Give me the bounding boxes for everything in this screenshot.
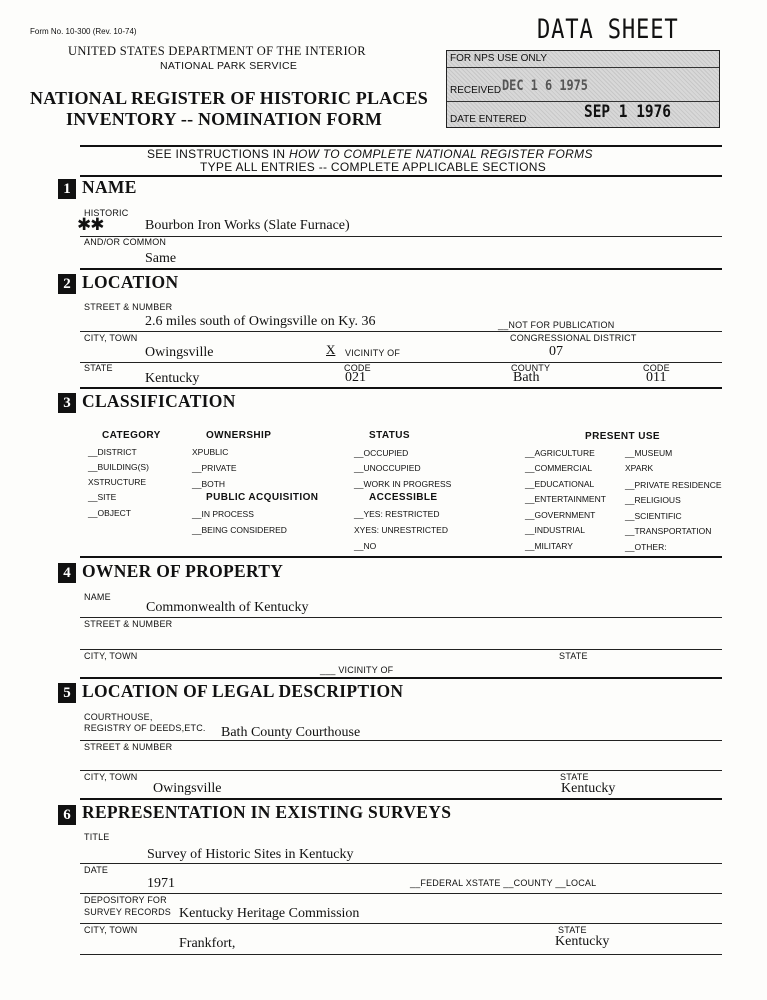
option-agriculture: __AGRICULTURE [525, 448, 595, 458]
section-6-title: REPRESENTATION IN EXISTING SURVEYS [82, 802, 452, 822]
owner-state-label: STATE [559, 651, 588, 661]
registry-label: REGISTRY OF DEEDS,ETC. [84, 723, 206, 733]
historic-label: HISTORIC [84, 208, 129, 218]
agency-name: NATIONAL PARK SERVICE [160, 60, 298, 72]
survey-state-value: Kentucky [555, 934, 610, 949]
nps-box-label: FOR NPS USE ONLY [450, 53, 548, 64]
owner-vicinity-label: ___ VICINITY OF [320, 665, 394, 675]
state-label: STATE [84, 363, 113, 373]
option-military: __MILITARY [525, 541, 573, 551]
present-use-heading: PRESENT USE [585, 431, 660, 442]
option-work-in-progress: __WORK IN PROGRESS [354, 479, 452, 489]
state-value: Kentucky [145, 371, 200, 386]
option-both: __BOTH [192, 479, 226, 489]
survey-date-value: 1971 [147, 876, 175, 891]
option-industrial: __INDUSTRIAL [525, 525, 585, 535]
option-object: __OBJECT [88, 508, 131, 518]
data-sheet-stamp: DATA SHEET [537, 14, 679, 45]
option-museum: __MUSEUM [625, 448, 673, 458]
city-value: Owingsville [145, 345, 214, 360]
option-buildings: __BUILDING(S) [88, 462, 149, 472]
accessible-heading: ACCESSIBLE [369, 492, 438, 503]
section-1-number: 1 [58, 179, 76, 199]
option-private: __PRIVATE [192, 463, 237, 473]
section-1-title: NAME [82, 177, 137, 197]
county-code-value: 011 [646, 370, 667, 385]
city-town-label: CITY, TOWN [84, 333, 138, 343]
survey-state-label: STATE [558, 925, 587, 935]
owner-name-value: Commonwealth of Kentucky [146, 600, 309, 615]
section-3-number: 3 [58, 393, 76, 413]
survey-level-options: __FEDERAL XSTATE __COUNTY __LOCAL [410, 878, 597, 888]
option-in-process: __IN PROCESS [192, 509, 254, 519]
historic-name-value: Bourbon Iron Works (Slate Furnace) [145, 218, 350, 233]
option-park: XPARK [625, 463, 654, 473]
congressional-district-value: 07 [549, 344, 563, 359]
congressional-district-label: CONGRESSIONAL DISTRICT [510, 333, 637, 343]
instructions-line1: SEE INSTRUCTIONS IN HOW TO COMPLETE NATIONAL REGISTER FORMS [147, 147, 593, 161]
ownership-heading: OWNERSHIP [206, 430, 272, 441]
section-3-title: CLASSIFICATION [82, 391, 236, 411]
date-entered-label: DATE ENTERED [450, 114, 527, 125]
state-code-value: 021 [345, 370, 366, 385]
legal-state-value: Kentucky [561, 781, 616, 796]
survey-title-label: TITLE [84, 832, 110, 842]
street-number-label: STREET & NUMBER [84, 302, 173, 312]
option-government: __GOVERNMENT [525, 510, 596, 520]
received-date-stamp: DEC 1 6 1975 [502, 78, 588, 94]
street-value: 2.6 miles south of Owingsville on Ky. 36 [145, 314, 376, 329]
survey-city-value: Frankfort, [179, 936, 236, 951]
option-transportation: __TRANSPORTATION [625, 526, 712, 536]
department-name: UNITED STATES DEPARTMENT OF THE INTERIOR [68, 44, 366, 58]
survey-title-value: Survey of Historic Sites in Kentucky [147, 847, 354, 862]
option-entertainment: __ENTERTAINMENT [525, 494, 606, 504]
depository-label: DEPOSITORY FOR [84, 895, 167, 905]
common-name-value: Same [145, 251, 177, 266]
vicinity-label: VICINITY OF [345, 348, 401, 358]
instructions-line2: TYPE ALL ENTRIES -- COMPLETE APPLICABLE SECTIONS [200, 160, 547, 174]
category-heading: CATEGORY [102, 430, 161, 441]
county-label: COUNTY [511, 363, 551, 373]
section-4-number: 4 [58, 563, 76, 583]
legal-city-value: Owingsville [153, 781, 222, 796]
handwritten-asterisks: ✱✱ [77, 215, 104, 234]
vicinity-check: X [326, 342, 336, 357]
form-title-line1: NATIONAL REGISTER OF HISTORIC PLACES [30, 88, 428, 108]
owner-name-label: NAME [84, 592, 111, 602]
legal-street-label: STREET & NUMBER [84, 742, 173, 752]
option-district: __DISTRICT [88, 447, 137, 457]
option-educational: __EDUCATIONAL [525, 479, 595, 489]
option-structure: XSTRUCTURE [88, 477, 147, 487]
received-label: RECEIVED [450, 85, 502, 96]
form-title-line2: INVENTORY -- NOMINATION FORM [66, 109, 383, 129]
option-private-residence: __PRIVATE RESIDENCE [625, 480, 722, 490]
state-code-label: CODE [344, 363, 371, 373]
option-other: __OTHER: [625, 542, 667, 552]
section-5-title: LOCATION OF LEGAL DESCRIPTION [82, 681, 404, 701]
section-2-title: LOCATION [82, 272, 179, 292]
section-6-number: 6 [58, 805, 76, 825]
depository-value: Kentucky Heritage Commission [179, 906, 360, 921]
county-value: Bath [513, 370, 540, 385]
date-entered-stamp: SEP 1 1976 [584, 102, 672, 122]
owner-city-label: CITY, TOWN [84, 651, 138, 661]
option-no: __NO [354, 541, 377, 551]
option-being-considered: __BEING CONSIDERED [192, 525, 287, 535]
owner-street-label: STREET & NUMBER [84, 619, 173, 629]
legal-state-label: STATE [560, 772, 589, 782]
option-commercial: __COMMERCIAL [525, 463, 593, 473]
option-public: XPUBLIC [192, 447, 229, 457]
courthouse-label: COURTHOUSE, [84, 712, 153, 722]
option-scientific: __SCIENTIFIC [625, 511, 682, 521]
survey-records-label: SURVEY RECORDS [84, 907, 171, 917]
section-2-number: 2 [58, 274, 76, 294]
nps-use-box [446, 50, 720, 128]
survey-date-label: DATE [84, 865, 109, 875]
section-5-number: 5 [58, 683, 76, 703]
common-name-label: AND/OR COMMON [84, 237, 167, 247]
option-yes-restricted: __YES: RESTRICTED [354, 509, 440, 519]
section-4-title: OWNER OF PROPERTY [82, 561, 284, 581]
courthouse-value: Bath County Courthouse [221, 725, 361, 740]
option-religious: __RELIGIOUS [625, 495, 681, 505]
public-acquisition-heading: PUBLIC ACQUISITION [206, 492, 319, 503]
option-unoccupied: __UNOCCUPIED [354, 463, 421, 473]
option-yes-unrestricted: XYES: UNRESTRICTED [354, 525, 448, 535]
county-code-label: CODE [643, 363, 670, 373]
option-site: __SITE [88, 492, 117, 502]
not-for-publication: __NOT FOR PUBLICATION [498, 320, 615, 330]
form-number: Form No. 10-300 (Rev. 10-74) [30, 27, 137, 36]
status-heading: STATUS [369, 430, 410, 441]
survey-city-label: CITY, TOWN [84, 925, 138, 935]
legal-city-label: CITY, TOWN [84, 772, 138, 782]
option-occupied: __OCCUPIED [354, 448, 409, 458]
